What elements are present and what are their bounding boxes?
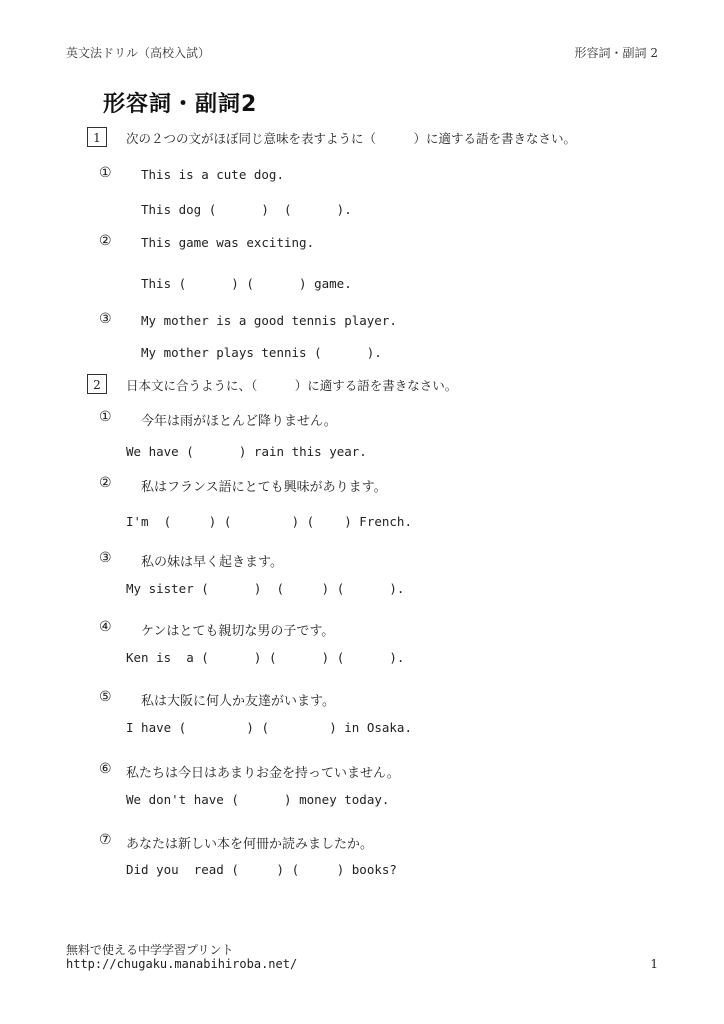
s2-item-5-english-line: I have ( ) ( ) in Osaka. (126, 720, 412, 735)
s2-item-7-marker: ⑦ (99, 832, 112, 848)
s2-item-4-marker: ④ (99, 619, 112, 635)
s2-item-7-japanese: あなたは新しい本を何冊か読みましたか。 (126, 837, 374, 852)
footer-url-link[interactable]: http://chugaku.manabihiroba.net/ (66, 957, 298, 971)
s2-item-4-english-line: Ken is a ( ) ( ) ( ). (126, 650, 405, 665)
s2-item-2-marker: ② (99, 475, 112, 491)
section-2-instruction: 日本文に合うように、（ ）に適する語を書きなさい。 (126, 378, 458, 393)
s2-item-4-japanese: ケンはとても親切な男の子です。 (141, 624, 335, 639)
s1-item-1-answer-line: This dog ( ) ( ). (141, 202, 352, 217)
s2-item-1-japanese: 今年は雨がほとんど降りません。 (141, 414, 337, 429)
s1-item-3-marker: ③ (99, 311, 112, 327)
s1-item-2-marker: ② (99, 233, 112, 249)
section-1-number-box: 1 (87, 127, 107, 147)
s2-item-5-marker: ⑤ (99, 689, 112, 705)
section-1-instruction: 次の２つの文がほぼ同じ意味を表すように（ ）に適する語を書きなさい。 (126, 131, 577, 146)
footer-site-name: 無料で使える中学学習プリント (66, 943, 234, 957)
s2-item-6-english-line: We don't have ( ) money today. (126, 792, 390, 807)
s2-item-2-japanese: 私はフランス語にとても興味があります。 (141, 480, 387, 495)
s1-item-3-sentence: My mother is a good tennis player. (141, 313, 397, 328)
s2-item-3-japanese: 私の妹は早く起きます。 (141, 555, 283, 570)
s1-item-1-sentence: This is a cute dog. (141, 167, 284, 182)
header-right: 形容詞・副詞 2 (574, 46, 658, 60)
s2-item-6-japanese: 私たちは今日はあまりお金を持っていません。 (126, 766, 400, 781)
page-title: 形容詞・副詞2 (103, 92, 258, 117)
header-left: 英文法ドリル（高校入試） (66, 46, 211, 60)
s1-item-2-answer-line: This ( ) ( ) game. (141, 276, 352, 291)
s2-item-1-english-line: We have ( ) rain this year. (126, 444, 367, 459)
s2-item-7-english-line: Did you read ( ) ( ) books? (126, 862, 397, 877)
s1-item-2-sentence: This game was exciting. (141, 235, 315, 250)
s2-item-2-english-line: I'm ( ) ( ) ( ) French. (126, 514, 412, 529)
s2-item-3-english-line: My sister ( ) ( ) ( ). (126, 581, 405, 596)
page-number: 1 (650, 957, 658, 971)
s2-item-1-marker: ① (99, 409, 112, 425)
s2-item-5-japanese: 私は大阪に何人か友達がいます。 (141, 694, 335, 709)
s1-item-1-marker: ① (99, 165, 112, 181)
s1-item-3-answer-line: My mother plays tennis ( ). (141, 345, 382, 360)
s2-item-3-marker: ③ (99, 550, 112, 566)
section-2-number-box: 2 (87, 374, 107, 394)
s2-item-6-marker: ⑥ (99, 761, 112, 777)
